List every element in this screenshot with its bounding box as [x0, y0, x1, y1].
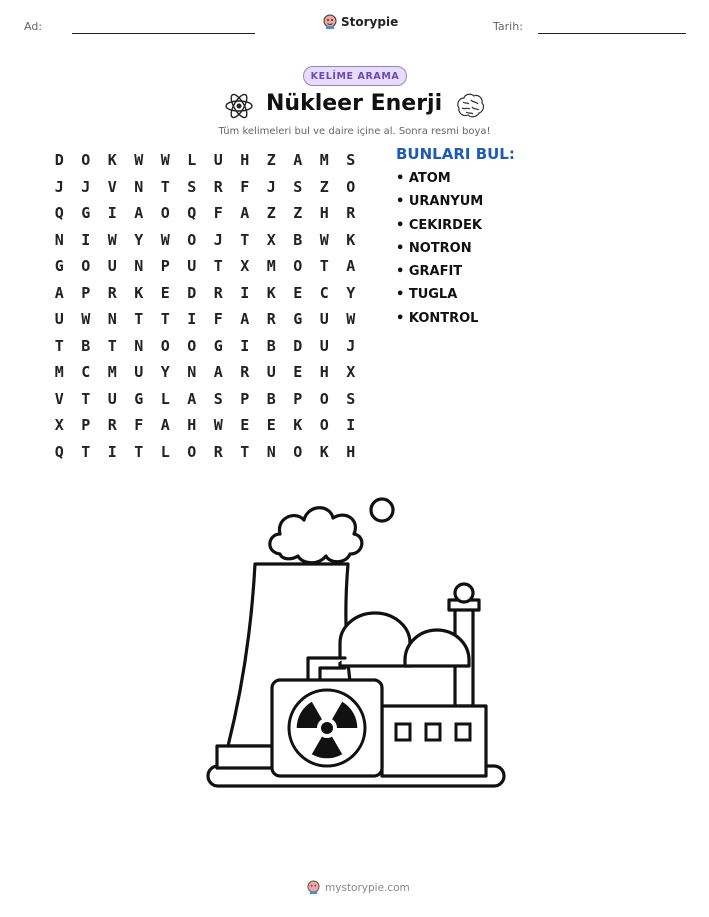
footer [307, 880, 410, 895]
grid-cell[interactable]: Q [187, 204, 197, 223]
grid-cell[interactable]: T [134, 442, 144, 461]
word-item: • CEKIRDEK [396, 217, 482, 233]
grid-cell[interactable]: W [160, 151, 170, 170]
word-list [396, 171, 483, 334]
grid-cell[interactable]: T [240, 230, 250, 249]
grid-cell[interactable]: S [213, 389, 223, 408]
grid-cell[interactable]: R [346, 204, 356, 223]
grid-cell[interactable]: Z [319, 177, 329, 196]
brand [323, 14, 398, 30]
grid-cell[interactable]: U [107, 257, 117, 276]
grid-cell[interactable]: E [266, 416, 276, 435]
grid-cell[interactable]: O [187, 336, 197, 355]
word-item: • ATOM [396, 171, 451, 186]
grid-cell[interactable]: N [54, 230, 64, 249]
grid-cell[interactable]: R [213, 283, 223, 302]
grid-cell[interactable]: L [160, 442, 170, 461]
grid-cell[interactable]: T [81, 389, 91, 408]
grid-cell[interactable]: H [187, 416, 197, 435]
date-label: Tarih: [493, 20, 523, 33]
grid-cell[interactable]: S [346, 151, 356, 170]
grid-cell[interactable]: U [54, 310, 64, 329]
grid-row [46, 333, 364, 360]
grid-cell[interactable]: J [54, 177, 64, 196]
grid-cell[interactable]: A [346, 257, 356, 276]
atom-icon [224, 91, 254, 121]
grid-cell[interactable]: P [81, 283, 91, 302]
grid-cell[interactable]: F [213, 204, 223, 223]
word-item: • TUGLA [396, 287, 458, 303]
brand-name: Storypie [341, 15, 399, 29]
grid-cell[interactable]: E [240, 416, 250, 435]
grid-cell[interactable]: O [187, 230, 197, 249]
grid-cell[interactable]: W [346, 310, 356, 329]
grid-cell[interactable]: K [319, 442, 329, 461]
date-line[interactable] [538, 33, 686, 34]
grid-cell[interactable]: J [346, 336, 356, 355]
grid-cell[interactable]: K [346, 230, 356, 249]
grid-cell[interactable]: B [266, 336, 276, 355]
grid-cell[interactable]: B [266, 389, 276, 408]
grid-row [46, 306, 364, 333]
grid-cell[interactable]: T [160, 310, 170, 329]
grid-cell[interactable]: R [266, 310, 276, 329]
grid-cell[interactable]: I [107, 204, 117, 223]
grid-cell[interactable]: C [81, 363, 91, 382]
grid-cell[interactable]: A [213, 363, 223, 382]
grid-cell[interactable]: G [81, 204, 91, 223]
grid-cell[interactable]: W [81, 310, 91, 329]
grid-cell[interactable]: C [319, 283, 329, 302]
grid-row [46, 386, 364, 413]
grid-cell[interactable]: I [240, 283, 250, 302]
grid-cell[interactable]: H [346, 442, 356, 461]
grid-cell[interactable]: T [107, 336, 117, 355]
grid-cell[interactable]: J [213, 230, 223, 249]
grid-cell[interactable]: U [319, 336, 329, 355]
grid-cell[interactable]: X [240, 257, 250, 276]
grid-cell[interactable]: T [213, 257, 223, 276]
grid-cell[interactable]: Q [54, 442, 64, 461]
grid-cell[interactable]: A [187, 389, 197, 408]
grid-cell[interactable]: K [134, 283, 144, 302]
footer-site[interactable]: mystorypie.com [325, 881, 410, 894]
grid-cell[interactable]: S [293, 177, 303, 196]
grid-cell[interactable]: J [81, 177, 91, 196]
word-item: • GRAFIT [396, 264, 463, 280]
grid-cell[interactable]: G [293, 310, 303, 329]
grid-cell[interactable]: N [266, 442, 276, 461]
grid-cell[interactable]: D [54, 151, 64, 170]
grid-row [46, 200, 364, 227]
grid-cell[interactable]: Y [134, 230, 144, 249]
grid-cell[interactable]: Q [54, 204, 64, 223]
grid-cell[interactable]: T [81, 442, 91, 461]
grid-cell[interactable]: P [240, 389, 250, 408]
grid-cell[interactable]: H [240, 151, 250, 170]
grid-cell[interactable]: E [293, 283, 303, 302]
grid-cell[interactable]: O [293, 442, 303, 461]
nuclear-plant-illustration[interactable] [200, 488, 510, 788]
grid-cell[interactable]: O [81, 151, 91, 170]
grid-cell[interactable]: P [81, 416, 91, 435]
grid-cell[interactable]: G [54, 257, 64, 276]
grid-cell[interactable]: A [240, 310, 250, 329]
grid-cell[interactable]: I [81, 230, 91, 249]
grid-cell[interactable]: M [107, 363, 117, 382]
grid-cell[interactable]: W [107, 230, 117, 249]
grid-cell[interactable]: L [160, 389, 170, 408]
grid-cell[interactable]: M [54, 363, 64, 382]
storypie-logo [307, 880, 320, 895]
grid-cell[interactable]: V [54, 389, 64, 408]
grid-cell[interactable]: Y [160, 363, 170, 382]
grid-row [46, 412, 364, 439]
grid-cell[interactable]: A [293, 151, 303, 170]
grid-cell[interactable]: F [240, 177, 250, 196]
grid-cell[interactable]: R [213, 442, 223, 461]
grid-cell[interactable]: A [134, 204, 144, 223]
grid-cell[interactable]: N [134, 257, 144, 276]
storypie-logo [323, 14, 337, 30]
grid-cell[interactable]: G [213, 336, 223, 355]
grid-row [46, 174, 364, 201]
grid-row [46, 227, 364, 254]
grid-cell[interactable]: S [346, 389, 356, 408]
grid-cell[interactable]: P [160, 257, 170, 276]
grid-cell[interactable]: E [293, 363, 303, 382]
grid-cell[interactable]: I [240, 336, 250, 355]
grid-cell[interactable]: O [187, 442, 197, 461]
grid-cell[interactable]: O [319, 416, 329, 435]
grid-cell[interactable]: T [319, 257, 329, 276]
grid-cell[interactable]: P [293, 389, 303, 408]
grid-cell[interactable]: H [319, 363, 329, 382]
grid-cell[interactable]: V [107, 177, 117, 196]
grid-cell[interactable]: R [240, 363, 250, 382]
grid-row [46, 359, 364, 386]
grid-cell[interactable]: B [293, 230, 303, 249]
grid-cell[interactable]: I [346, 416, 356, 435]
grid-cell[interactable]: F [213, 310, 223, 329]
grid-cell[interactable]: M [266, 257, 276, 276]
grid-row [46, 253, 364, 280]
grid-row [46, 439, 364, 466]
grid-cell[interactable]: R [107, 283, 117, 302]
grid-cell[interactable]: U [213, 151, 223, 170]
grid-cell[interactable]: T [54, 336, 64, 355]
grid-cell[interactable]: R [213, 177, 223, 196]
grid-cell[interactable]: D [293, 336, 303, 355]
grid-cell[interactable]: M [319, 151, 329, 170]
grid-cell[interactable]: A [54, 283, 64, 302]
grid-cell[interactable]: I [187, 310, 197, 329]
grid-cell[interactable]: K [293, 416, 303, 435]
word-list-title: BUNLARI BUL: [396, 145, 515, 163]
grid-cell[interactable]: O [319, 389, 329, 408]
grid-cell[interactable]: N [134, 336, 144, 355]
grid-cell[interactable]: U [319, 310, 329, 329]
grid-cell[interactable]: X [266, 230, 276, 249]
grid-cell[interactable]: O [293, 257, 303, 276]
grid-cell[interactable]: E [160, 283, 170, 302]
grid-cell[interactable]: Z [293, 204, 303, 223]
page-title: Nükleer Enerji [266, 91, 443, 116]
grid-cell[interactable]: H [319, 204, 329, 223]
grid-cell[interactable]: Z [266, 151, 276, 170]
grid-cell[interactable]: W [213, 416, 223, 435]
grid-cell[interactable]: T [134, 310, 144, 329]
grid-cell[interactable]: K [266, 283, 276, 302]
grid-cell[interactable]: R [107, 416, 117, 435]
grid-cell[interactable]: D [187, 283, 197, 302]
word-item: • NOTRON [396, 240, 472, 256]
brain-icon [455, 92, 485, 120]
grid-cell[interactable]: Z [266, 204, 276, 223]
name-label: Ad: [24, 20, 43, 33]
grid-cell[interactable]: U [266, 363, 276, 382]
grid-cell[interactable]: A [240, 204, 250, 223]
grid-cell[interactable]: W [134, 151, 144, 170]
grid-row [46, 280, 364, 307]
grid-cell[interactable]: O [346, 177, 356, 196]
grid-row [46, 147, 364, 174]
grid-cell[interactable]: W [319, 230, 329, 249]
grid-cell[interactable]: W [160, 230, 170, 249]
category-badge: KELİME ARAMA [303, 66, 407, 86]
word-search-grid[interactable] [46, 147, 364, 465]
grid-cell[interactable]: B [81, 336, 91, 355]
grid-cell[interactable]: U [134, 363, 144, 382]
instructions: Tüm kelimeleri bul ve daire içine al. Sonra resmi boya! [218, 126, 491, 137]
grid-cell[interactable]: X [54, 416, 64, 435]
grid-cell[interactable]: O [81, 257, 91, 276]
grid-cell[interactable]: N [187, 363, 197, 382]
grid-cell[interactable]: O [160, 204, 170, 223]
word-item: • KONTROL [396, 310, 479, 326]
grid-cell[interactable]: S [187, 177, 197, 196]
word-item: • URANYUM [396, 194, 484, 210]
grid-cell[interactable]: Y [346, 283, 356, 302]
name-line[interactable] [72, 33, 255, 34]
grid-cell[interactable]: U [187, 257, 197, 276]
grid-cell[interactable]: O [160, 336, 170, 355]
grid-cell[interactable]: A [160, 416, 170, 435]
grid-cell[interactable]: L [187, 151, 197, 170]
grid-cell[interactable]: T [240, 442, 250, 461]
grid-cell[interactable]: X [346, 363, 356, 382]
grid-cell[interactable]: I [107, 442, 117, 461]
grid-cell[interactable]: U [107, 389, 117, 408]
grid-cell[interactable]: T [160, 177, 170, 196]
grid-cell[interactable]: G [134, 389, 144, 408]
grid-cell[interactable]: K [107, 151, 117, 170]
grid-cell[interactable]: F [134, 416, 144, 435]
grid-cell[interactable]: N [107, 310, 117, 329]
grid-cell[interactable]: N [134, 177, 144, 196]
grid-cell[interactable]: J [266, 177, 276, 196]
